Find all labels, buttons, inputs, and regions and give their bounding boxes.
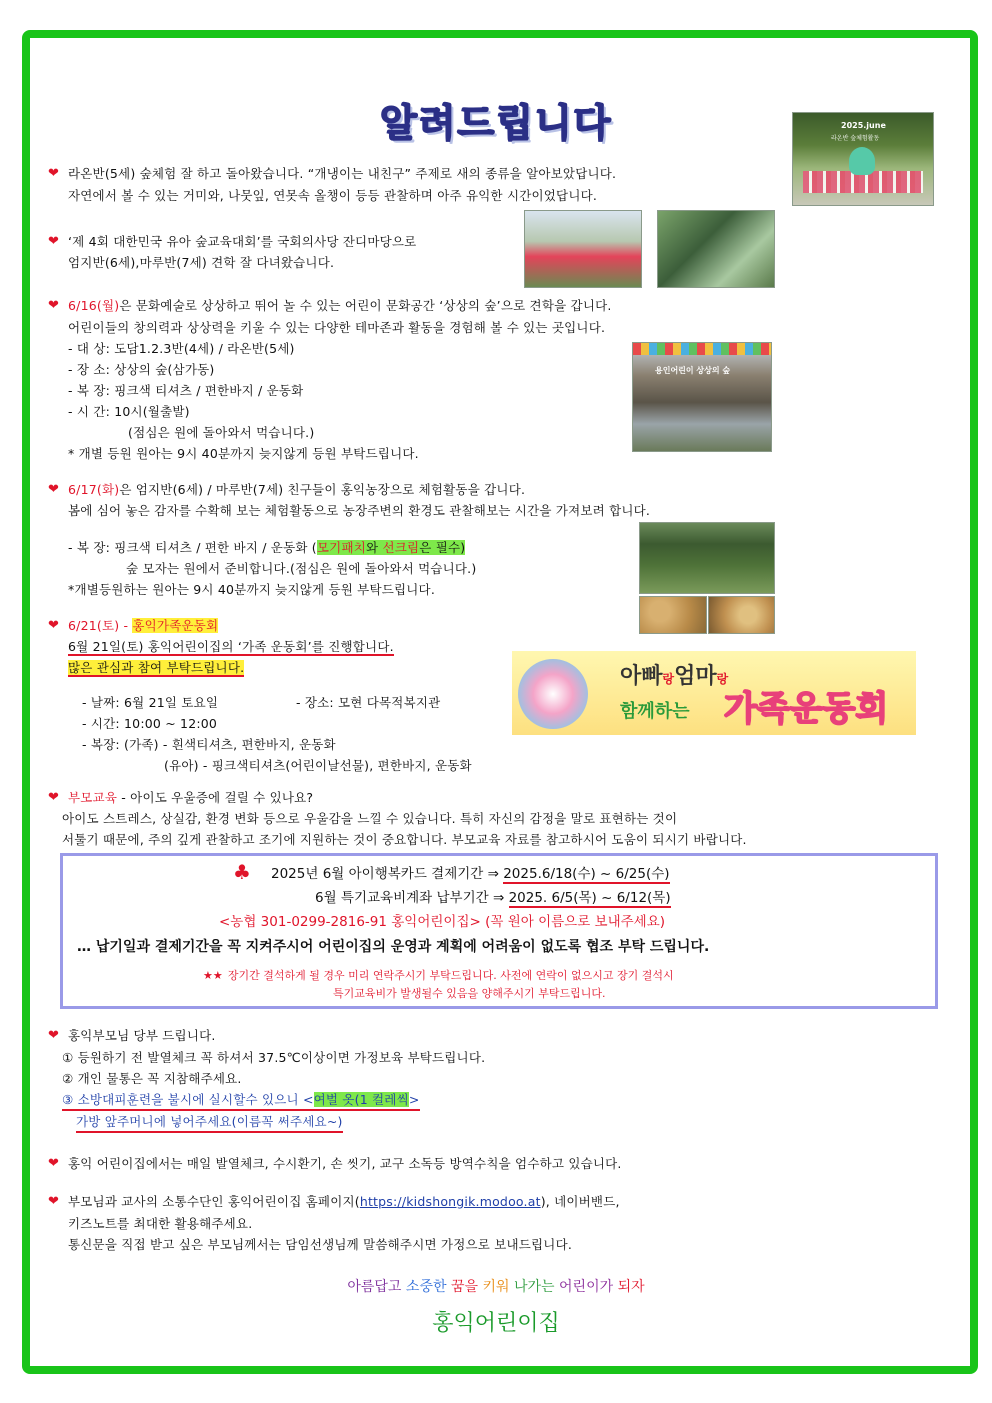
slogan-d: 키워 (482, 1279, 510, 1295)
s5-line1-text: 6월 21일(토) 홍익어린이집의 ‘가족 운동회’를 진행합니다. (68, 639, 394, 654)
farm-field-photo (639, 522, 775, 594)
slogan-c: 꿈을 (450, 1279, 479, 1295)
footer-slogan (0, 1276, 992, 1296)
s3-date: 6/16(월) (68, 298, 120, 313)
heart-icon: ❤ (48, 1194, 59, 1209)
s5-line0 (68, 616, 218, 634)
s7-item1: ① 등원하기 전 발열체크 꼭 하셔서 37.5℃이상이면 가정보육 부탁드립니다. (62, 1050, 486, 1065)
absence-warning-2: 특기교육비가 발생될수 있음을 양해주시기 부탁드립니다. (333, 987, 606, 1000)
absence-warning-1 (203, 964, 674, 983)
s9-line3: 통신문을 직접 받고 싶은 부모님께서는 담임선생님께 말씀해주시면 가정으로 보내드립니다. (68, 1237, 573, 1252)
s2-line2: 엄지반(6세),마루반(7세) 견학 잘 다녀왔습니다. (68, 255, 335, 270)
card-period: 2025.6/18(수) ~ 6/25(수) (503, 866, 670, 882)
s5-attire-line: - 복장: (가족) - 흰색티셔츠, 편한바지, 운동화 (82, 737, 336, 752)
s7-item3 (62, 1090, 420, 1111)
assembly-trip-photo-1 (524, 210, 642, 288)
tuition-period-line (315, 886, 671, 906)
s3-note: * 개별 등원 원아는 9시 40분까지 늦지않게 등원 부탁드립니다. (68, 446, 419, 461)
s4-mosquito: 모기패치 (316, 540, 366, 555)
s3-lunch: (점심은 원에 돌아와서 먹습니다.) (128, 425, 315, 440)
banner-rang1: 랑 (662, 672, 675, 686)
s7-item2: ② 개인 물통은 꼭 지참해주세요. (62, 1071, 242, 1086)
imagination-forest-photo (632, 342, 772, 452)
slogan-g: 되자 (617, 1279, 645, 1295)
s2-line1: ‘제 4회 대한민국 유아 숲교육대회’를 국회의사당 잔디마당으로 (68, 234, 417, 249)
s5-line1 (68, 637, 394, 655)
s4-line2: 봄에 심어 놓은 감자를 수확해 보는 체험활동으로 농장주변의 환경도 관찰해보는 시간을 가져보려 합니다. (68, 503, 651, 518)
banner-sports-day: 가족운동회 (724, 689, 889, 729)
card-period-line (271, 862, 670, 882)
s9-line2: 키즈노트를 최대한 활용해주세요. (68, 1216, 253, 1231)
s5-place-line: - 장소: 모현 다목적복지관 (296, 695, 441, 710)
s3-line1 (68, 296, 612, 314)
s4-date: 6/17(화) (68, 482, 120, 497)
payment-notice-box (60, 853, 938, 1009)
warn1-text: 장기간 결석하게 될 경우 미리 연락주시기 부탁드립니다. 사전에 연락이 없으시고 장기 결석시 (227, 969, 674, 982)
s4-sunscreen: 선크림 (382, 540, 420, 555)
tuition-label: 6월 특기교육비계좌 납부기간 ⇒ (315, 890, 505, 906)
s6-line2: 서툴기 때문에, 주의 깊게 관찰하고 조기에 지원하는 것이 중요합니다. 부모교육 자료를 참고하시어 도움이 되시기 바랍니다. (62, 832, 747, 847)
banner-mom: 엄마 (674, 664, 717, 689)
heart-icon: ❤ (48, 234, 59, 249)
s5-dash: - (119, 618, 133, 633)
s4-hat: 숲 모자는 원에서 준비합니다.(점심은 원에 돌아와서 먹습니다.) (126, 561, 477, 576)
s3-line2: 어린이들의 창의력과 상상력을 키울 수 있는 다양한 테마존과 활동을 경험해 볼 수 있는 곳입니다. (68, 320, 606, 335)
dinosaur-statue (849, 147, 875, 175)
heart-icon: ❤ (48, 166, 59, 181)
heart-icon: ❤ (48, 298, 59, 313)
sports-day-banner (512, 651, 916, 735)
slogan-f: 어린이가 (559, 1279, 614, 1295)
heart-icon: ❤ (48, 790, 59, 805)
flower-decoration (518, 659, 588, 729)
potato-photo-1 (639, 596, 707, 634)
s7-i3d: > (408, 1092, 420, 1107)
tuition-period: 2025. 6/5(목) ~ 6/12(목) (508, 890, 671, 906)
building-sign: 용인어린이 상상의 숲 (655, 366, 731, 375)
s3-target: - 대 상: 도담1.2.3반(4세) / 라온반(5세) (68, 341, 295, 356)
s7-i3b: 여벌 옷( (313, 1092, 360, 1107)
s5-time-line: - 시간: 10:00 ~ 12:00 (82, 716, 218, 731)
club-icon: ♣ (233, 860, 251, 884)
s4-attire (68, 538, 465, 556)
s7-i3a: ③ 소방대피훈련을 불시에 실시할수 있으니 < (62, 1092, 314, 1107)
star-icon: ★★ (203, 969, 223, 982)
payment-request: … 납기일과 결제기간을 꼭 지켜주시어 어린이집의 운영과 계획에 어려움이 없도록 협조 부탁 드립니다. (77, 939, 710, 955)
forest-trip-photo (792, 112, 934, 206)
banner-together: 함께하는 (620, 701, 690, 722)
s4-note: *개별등원하는 원아는 9시 40분까지 늦지않게 등원 부탁드립니다. (68, 582, 435, 597)
s8-line1: 홍익 어린이집에서는 매일 발열체크, 수시환기, 손 씻기, 교구 소독등 방역수칙을 엄수하고 있습니다. (68, 1156, 622, 1171)
slogan-b: 소중한 (405, 1279, 447, 1295)
heart-icon: ❤ (48, 1156, 59, 1171)
photo-caption: 2025.june (841, 121, 886, 130)
s5-date: 6/21(토) (68, 618, 120, 633)
s6-rest: - 아이도 우울증에 걸릴 수 있나요? (117, 790, 314, 805)
assembly-trip-photo-2 (657, 210, 775, 288)
s7-head: 홍익부모님 당부 드립니다. (68, 1028, 216, 1043)
s3-attire: - 복 장: 핑크색 티셔츠 / 편한바지 / 운동화 (68, 383, 304, 398)
homepage-link[interactable]: https://kidshongik.modoo.at (359, 1194, 541, 1209)
heart-icon: ❤ (48, 1028, 59, 1043)
s4-attire-post: 은 필수) (419, 540, 466, 555)
s4-wa: 와 (366, 540, 383, 555)
banner-rang2: 랑 (716, 672, 729, 686)
s4-attire-pre: - 복 장: 핑크색 티셔츠 / 편한 바지 / 운동화 ( (68, 540, 317, 555)
s5-attire-kid: (유아) - 핑크색티셔츠(어린이날선물), 편한바지, 운동화 (164, 758, 472, 773)
s7-i3c: 1 컬레씩 (359, 1092, 409, 1107)
s4-line1 (68, 480, 525, 498)
s1-line1: 라온반(5세) 숲체험 잘 하고 돌아왔습니다. “개냉이는 내친구” 주제로 새의 종류을 알아보았답니다. (68, 166, 617, 181)
heart-icon: ❤ (48, 618, 59, 633)
photo-subcaption: 라온반 숲체험활동 (831, 135, 880, 142)
s5-line2 (68, 658, 244, 676)
s9-l1a: 부모님과 교사의 소통수단인 홍익어린이집 홈페이지( (68, 1194, 360, 1209)
bank-account: <농협 301-0299-2816-91 홍익어린이집> (꼭 원아 이름으로 보내주세요) (219, 914, 665, 930)
s5-date-line: - 날짜: 6월 21일 토요일 (82, 695, 219, 710)
s7-item3-cont: 가방 앞주머니에 넣어주세요(이름꼭 써주세요~) (76, 1112, 343, 1133)
s5-event: 홍익가족운동회 (132, 618, 219, 633)
heart-icon: ❤ (48, 482, 59, 497)
s6-label: 부모교육 (68, 790, 118, 805)
slogan-a: 아름답고 (347, 1279, 402, 1295)
s6-head (68, 788, 313, 806)
s5-line2-text: 많은 관심과 참여 부탁드립니다. (68, 660, 245, 675)
rainbow-roof (633, 343, 771, 355)
slogan-e: 나가는 (513, 1279, 555, 1295)
s3-time: - 시 간: 10시(월출발) (68, 404, 190, 419)
s9-l1b: ), 네이버밴드, (540, 1194, 620, 1209)
card-label: 2025년 6월 아이행복카드 결제기간 ⇒ (271, 866, 499, 882)
s3-line1-rest: 은 문화예술로 상상하고 뛰어 놀 수 있는 어린이 문화공간 ‘상상의 숲’으로 견학을 갑니다. (119, 298, 612, 313)
s1-line2: 자연에서 볼 수 있는 거미와, 나뭇잎, 연못속 올챙이 등등 관찰하며 아주 유익한 시간이었답니다. (68, 188, 598, 203)
page-title: 알려드립니다 (380, 101, 613, 145)
banner-dad: 아빠 (620, 664, 663, 689)
s4-line1-rest: 은 엄지반(6세) / 마루반(7세) 친구들이 홍익농장으로 체험활동을 갑니다. (119, 482, 526, 497)
s6-line1: 아이도 스트레스, 상실감, 환경 변화 등으로 우울감을 느낄 수 있습니다. 특히 자신의 감정을 말로 표현하는 것이 (62, 811, 678, 826)
banner-top (620, 659, 728, 690)
potato-photo-2 (708, 596, 775, 634)
s9-line1 (68, 1192, 620, 1210)
school-name: 홍익어린이집 (432, 1311, 560, 1336)
s3-place: - 장 소: 상상의 숲(삼가동) (68, 362, 215, 377)
